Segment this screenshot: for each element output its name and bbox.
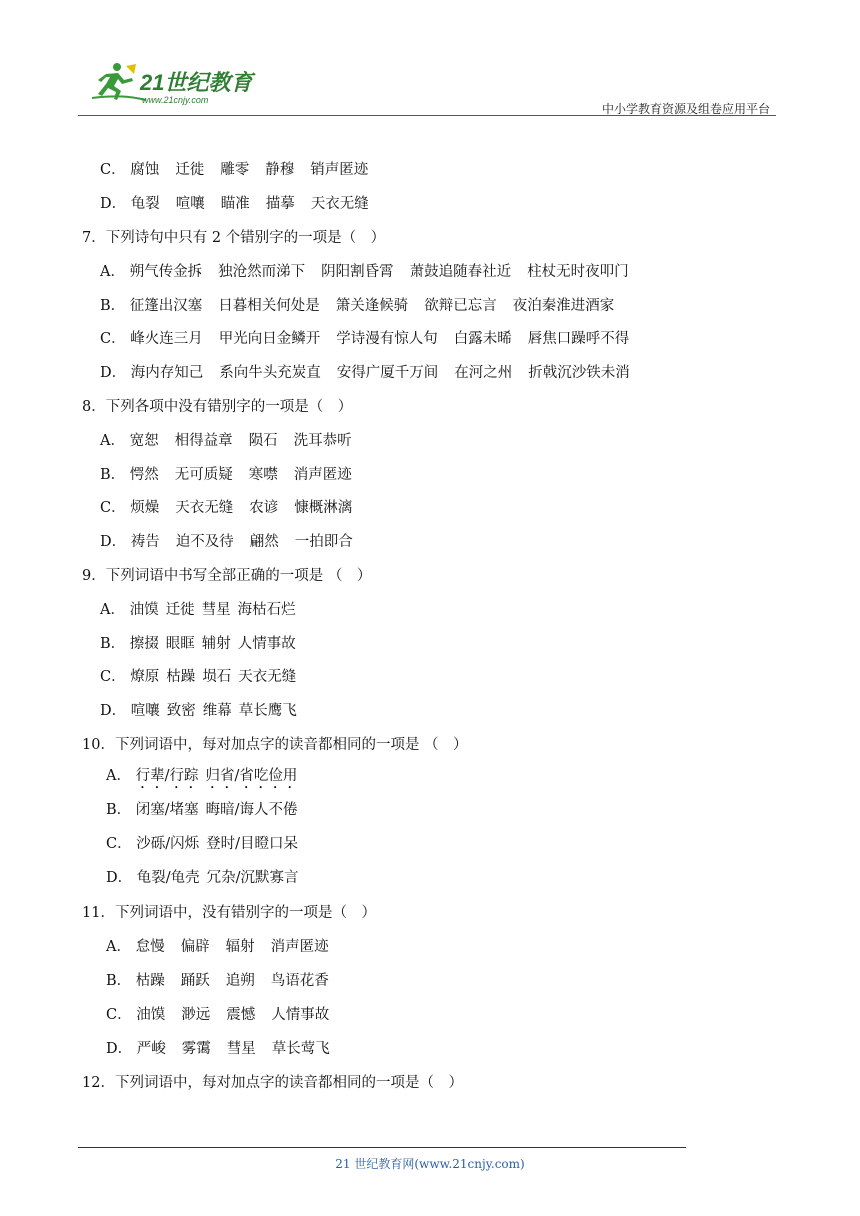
q7-option-a: A． 朔气传金拆 独沧然而涕下 阴阳割昏霄 萧鼓追随春社近 柱杖无时夜叩门 — [100, 264, 629, 280]
footer-link[interactable]: 21 世纪教育网(www.21cnjy.com) — [335, 1157, 525, 1171]
q7-option-b: B． 征篷出汉塞 日暮相关何处是 箫关逢候骑 欲辩已忘言 夜泊秦淮进酒家 — [100, 298, 615, 314]
q8-option-b: B． 愕然 无可质疑 寒噤 消声匿迹 — [100, 467, 352, 483]
q9-option-a: A． 油馍 迁徙 彗星 海枯石烂 — [100, 602, 296, 618]
q9-option-c: C． 燎原 枯躁 埙石 天衣无缝 — [100, 669, 297, 685]
q11-stem: 11．下列词语中，没有错别字的一项是（ ） — [82, 905, 376, 921]
q9-option-b: B． 擦掇 眼眶 辅射 人情事故 — [100, 636, 296, 652]
page-header — [78, 58, 776, 116]
q10-option-c: C． 沙砾/闪烁 登时/目瞪口呆 — [106, 836, 298, 852]
q9-stem: 9．下列词语中书写全部正确的一项是 （ ） — [82, 568, 372, 584]
q10-option-b: B． 闭塞/堵塞 晦暗/诲人不倦 — [106, 802, 298, 818]
q11-option-c: C． 油馍 渺远 震憾 人情事故 — [106, 1007, 330, 1023]
q8-option-d: D． 祷告 迫不及待 翩然 一拍即合 — [100, 534, 353, 550]
q7-stem: 7．下列诗句中只有 2 个错别字的一项是（ ） — [82, 230, 386, 246]
q8-option-c: C． 烦燥 天衣无缝 农谚 慷概淋漓 — [100, 500, 353, 516]
q11-option-d: D． 严峻 雾霭 彗星 草长莺飞 — [106, 1041, 330, 1057]
q8-stem: 8．下列各项中没有错别字的一项是（ ） — [82, 399, 353, 415]
q10-option-d: D． 龟裂/龟壳 冗杂/沉默寡言 — [106, 870, 299, 886]
running-man-icon — [92, 63, 146, 100]
logo-url: www.21cnjy.com — [142, 95, 209, 105]
logo-text: 21世纪教育 — [140, 70, 253, 95]
header-divider — [78, 115, 776, 116]
q11-option-b: B． 枯躁 踊跃 追朔 鸟语花香 — [106, 973, 329, 989]
platform-title: 中小学教育资源及组卷应用平台 — [601, 102, 770, 116]
footer-divider — [78, 1147, 686, 1148]
q9-option-d: D． 喧嚷 致密 维幕 草长鹰飞 — [100, 703, 297, 719]
q10-stem: 10．下列词语中，每对加点字的读音都相同的一项是 （ ） — [82, 737, 468, 753]
logo — [84, 60, 264, 106]
q11-option-a: A． 怠慢 偏辟 辐射 消声匿迹 — [106, 939, 329, 955]
q10-option-a: A． 行辈/行踪 归省/省吃俭用 — [106, 768, 298, 784]
q7-option-d: D． 海内存知己 系向牛头充炭直 安得广厦千万间 在河之州 折戟沉沙铁未消 — [100, 365, 630, 381]
q8-option-a: A． 宽恕 相得益章 陨石 洗耳恭听 — [100, 433, 352, 449]
q7-option-c: C． 峰火连三月 甲光向日金鳞开 学诗漫有惊人句 白露未晞 唇焦口躁呼不得 — [100, 331, 630, 347]
q6-option-d: D． 龟裂 喧嚷 瞄准 描摹 天衣无缝 — [100, 196, 369, 212]
q6-option-c: C． 腐蚀 迁徙 雕零 静穆 销声匿迹 — [100, 162, 369, 178]
q12-stem: 12．下列词语中，每对加点字的读音都相同的一项是（ ） — [82, 1075, 463, 1091]
